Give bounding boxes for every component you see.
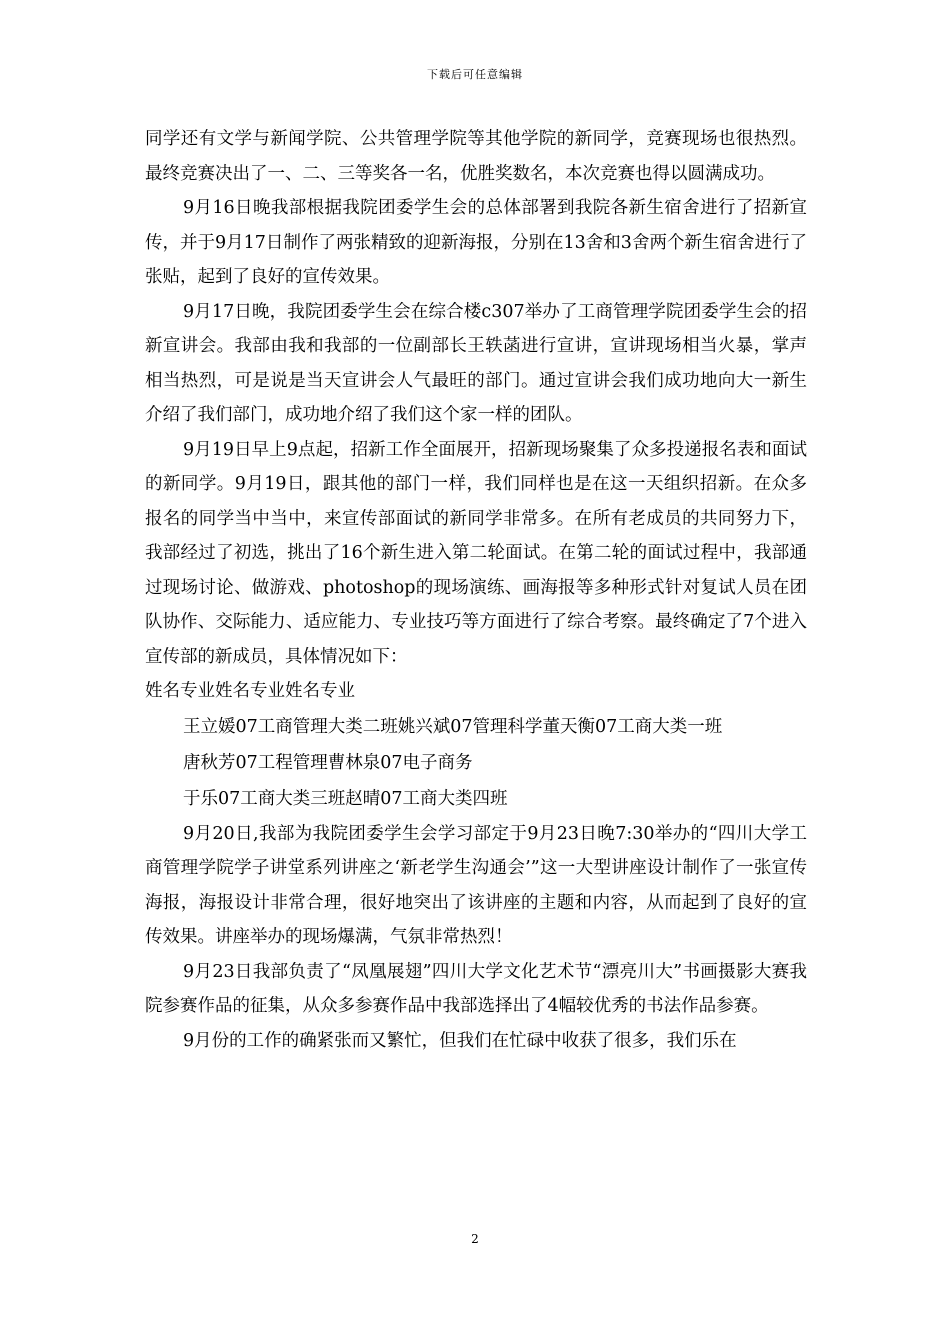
paragraph: 9月17日晚，我院团委学生会在综合楼c307举办了工商管理学院团委学生会的招新宣讲会。我部由我和我部的一位副部长王轶菡进行宣讲，宣讲现场相当火暴，掌声相当热烈，可是说是当天宣讲会人气最旺的部门。通过宣讲会我们成功地向大一新生介绍了我们部门，成功地介绍了我们这个家一样的团队。 [145, 301, 807, 425]
paragraph: 9月23日我部负责了“凤凰展翅”四川大学文化艺术节“漂亮川大”书画摄影大赛我院参赛作品的征集，从众多参赛作品中我部选择出了4幅较优秀的书法作品参赛。 [145, 961, 807, 1016]
paragraph: 9月16日晚我部根据我院团委学生会的总体部署到我院各新生宿舍进行了招新宣传，并于9月17日制作了两张精致的迎新海报，分别在13舍和3舍两个新生宿舍进行了张贴，起到了良好的宣传效果。 [145, 198, 807, 287]
paragraph: 同学还有文学与新闻学院、公共管理学院等其他学院的新同学，竞赛现场也很热烈。最终竞赛决出了一、二、三等奖各一名，优胜奖数名，本次竞赛也得以圆满成功。 [145, 129, 807, 184]
member-row: 唐秋芳07工程管理曹林泉07电子商务 [183, 752, 473, 773]
page-header: 下载后可任意编辑 [427, 68, 523, 81]
paragraph: 9月份的工作的确紧张而又繁忙，但我们在忙碌中收获了很多，我们乐在 [183, 1030, 737, 1051]
paragraph: 9月20日,我部为我院团委学生会学习部定于9月23日晚7:30举办的“四川大学工商管理学院学子讲堂系列讲座之‘新老学生沟通会’”这一大型讲座设计制作了一张宣传海报，海报设计非常合理，很好地突出了该讲座的主题和内容，从而起到了良好的宣传效果。讲座举办的现场爆满，气氛非常热烈！ [145, 823, 807, 947]
page-number: 2 [471, 1232, 479, 1246]
member-row: 王立媛07工商管理大类二班姚兴斌07管理科学董天衡07工商大类一班 [183, 716, 723, 737]
member-table-header: 姓名专业姓名专业姓名专业 [145, 681, 355, 701]
paragraph: 9月19日早上9点起，招新工作全面展开，招新现场聚集了众多投递报名表和面试的新同学。9月19日，跟其他的部门一样，我们同样也是在这一天组织招新。在众多报名的同学当中当中，来宣传部面试的新同学非常多。在所有老成员的共同努力下，我部经过了初选，挑出了16个新生进入第二轮面试。在第二轮的面试过程中，我部通过现场讨论、做游戏、photoshop的现场演练、画海报等多种形式针对复试人员在团队协作、交际能力、适应能力、专业技巧等方面进行了综合考察。最终确定了7个进入宣传部的新成员，具体情况如下： [145, 439, 807, 667]
member-row: 于乐07工商大类三班赵晴07工商大类四班 [183, 788, 508, 809]
document-body [145, 122, 807, 1058]
